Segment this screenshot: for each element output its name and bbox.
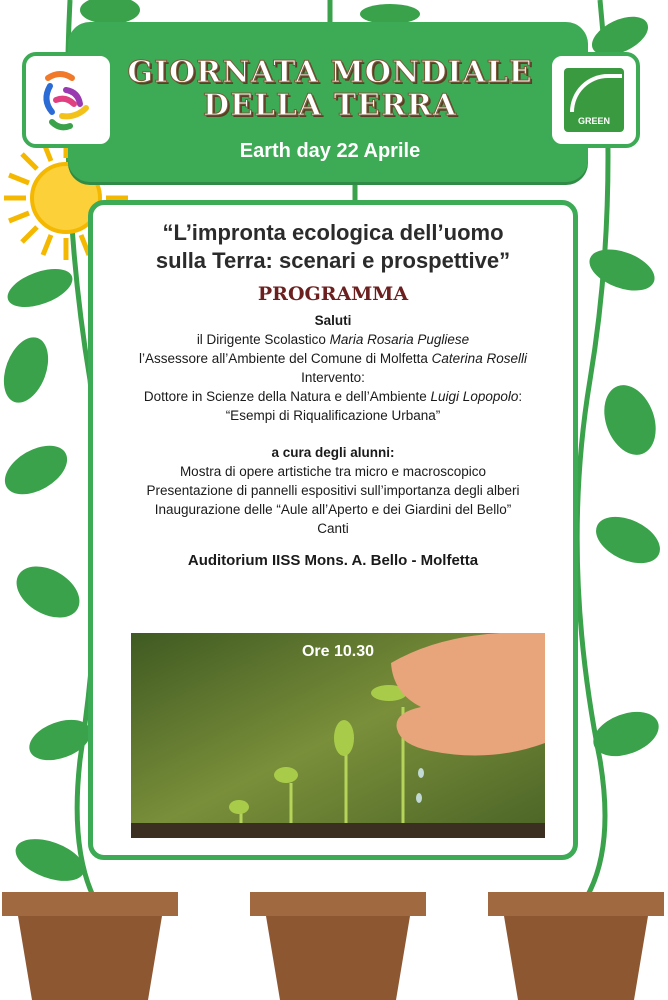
intervento-label: Intervento:	[301, 370, 365, 385]
school-logo	[22, 52, 114, 148]
intervento-title: “Esempi di Riqualificazione Urbana”	[225, 408, 441, 423]
assessore-name: Caterina Roselli	[431, 351, 527, 366]
alunni-heading: a cura degli alunni:	[271, 445, 395, 460]
logo-stroke-blue	[46, 86, 52, 112]
saluti-label: Saluti	[314, 313, 352, 328]
logo-stroke-orange	[48, 74, 72, 78]
dirigente-role: il Dirigente Scolastico	[196, 332, 330, 347]
conference-title-line1: “L’impronta ecologica dell’uomo	[162, 220, 504, 245]
logo-stroke-pink	[56, 99, 74, 104]
green-logo-mark	[564, 68, 624, 132]
event-location: Auditorium IISS Mons. A. Bello - Molfetta	[187, 552, 479, 569]
dottore-name: Luigi Lopopolo	[430, 389, 519, 404]
event-title	[110, 56, 550, 122]
green-school-logo	[548, 52, 640, 148]
assessore-role: l’Assessore all’Ambiente del Comune di Molfetta	[139, 351, 432, 366]
alunni-item: Presentazione di pannelli espositivi sull’importanza degli alberi	[146, 483, 520, 498]
pot-right	[488, 892, 664, 1000]
event-title-line2: DELLA TERRA	[202, 88, 458, 123]
dottore-colon: :	[518, 389, 523, 404]
alunni-item: Canti	[317, 521, 349, 536]
leaf-swoosh-icon	[570, 74, 622, 112]
logo-stroke-yellow	[62, 108, 86, 116]
logo-stroke-green	[52, 122, 70, 127]
event-title-line1: GIORNATA MONDIALE	[127, 55, 533, 90]
event-subtitle: Earth day 22 Aprile	[239, 140, 421, 162]
program-heading: PROGRAMMA	[257, 283, 409, 305]
assessore-line	[93, 349, 573, 368]
dottore-line	[93, 387, 573, 406]
pot-left	[2, 892, 178, 1000]
section-spacer	[93, 425, 573, 443]
alunni-item: Mostra di opere artistiche tra micro e macroscopico	[179, 464, 487, 479]
pot-center	[250, 892, 426, 1000]
green-logo-label: GREEN	[577, 116, 610, 126]
alunni-item: Inaugurazione delle “Aule all’Aperto e dei Giardini del Bello”	[154, 502, 512, 517]
dirigente-name: Maria Rosaria Pugliese	[329, 332, 470, 347]
flower-pots	[2, 892, 664, 1000]
time-label: Ore 10.30	[301, 643, 375, 660]
conference-title-line2: sulla Terra: scenari e prospettive”	[155, 248, 511, 273]
conference-title	[93, 219, 573, 275]
dirigente-line	[93, 330, 573, 349]
dottore-role: Dottore in Scienze della Natura e dell’Ambiente	[143, 389, 431, 404]
program-card	[88, 200, 578, 860]
seedlings-photo	[131, 633, 545, 838]
